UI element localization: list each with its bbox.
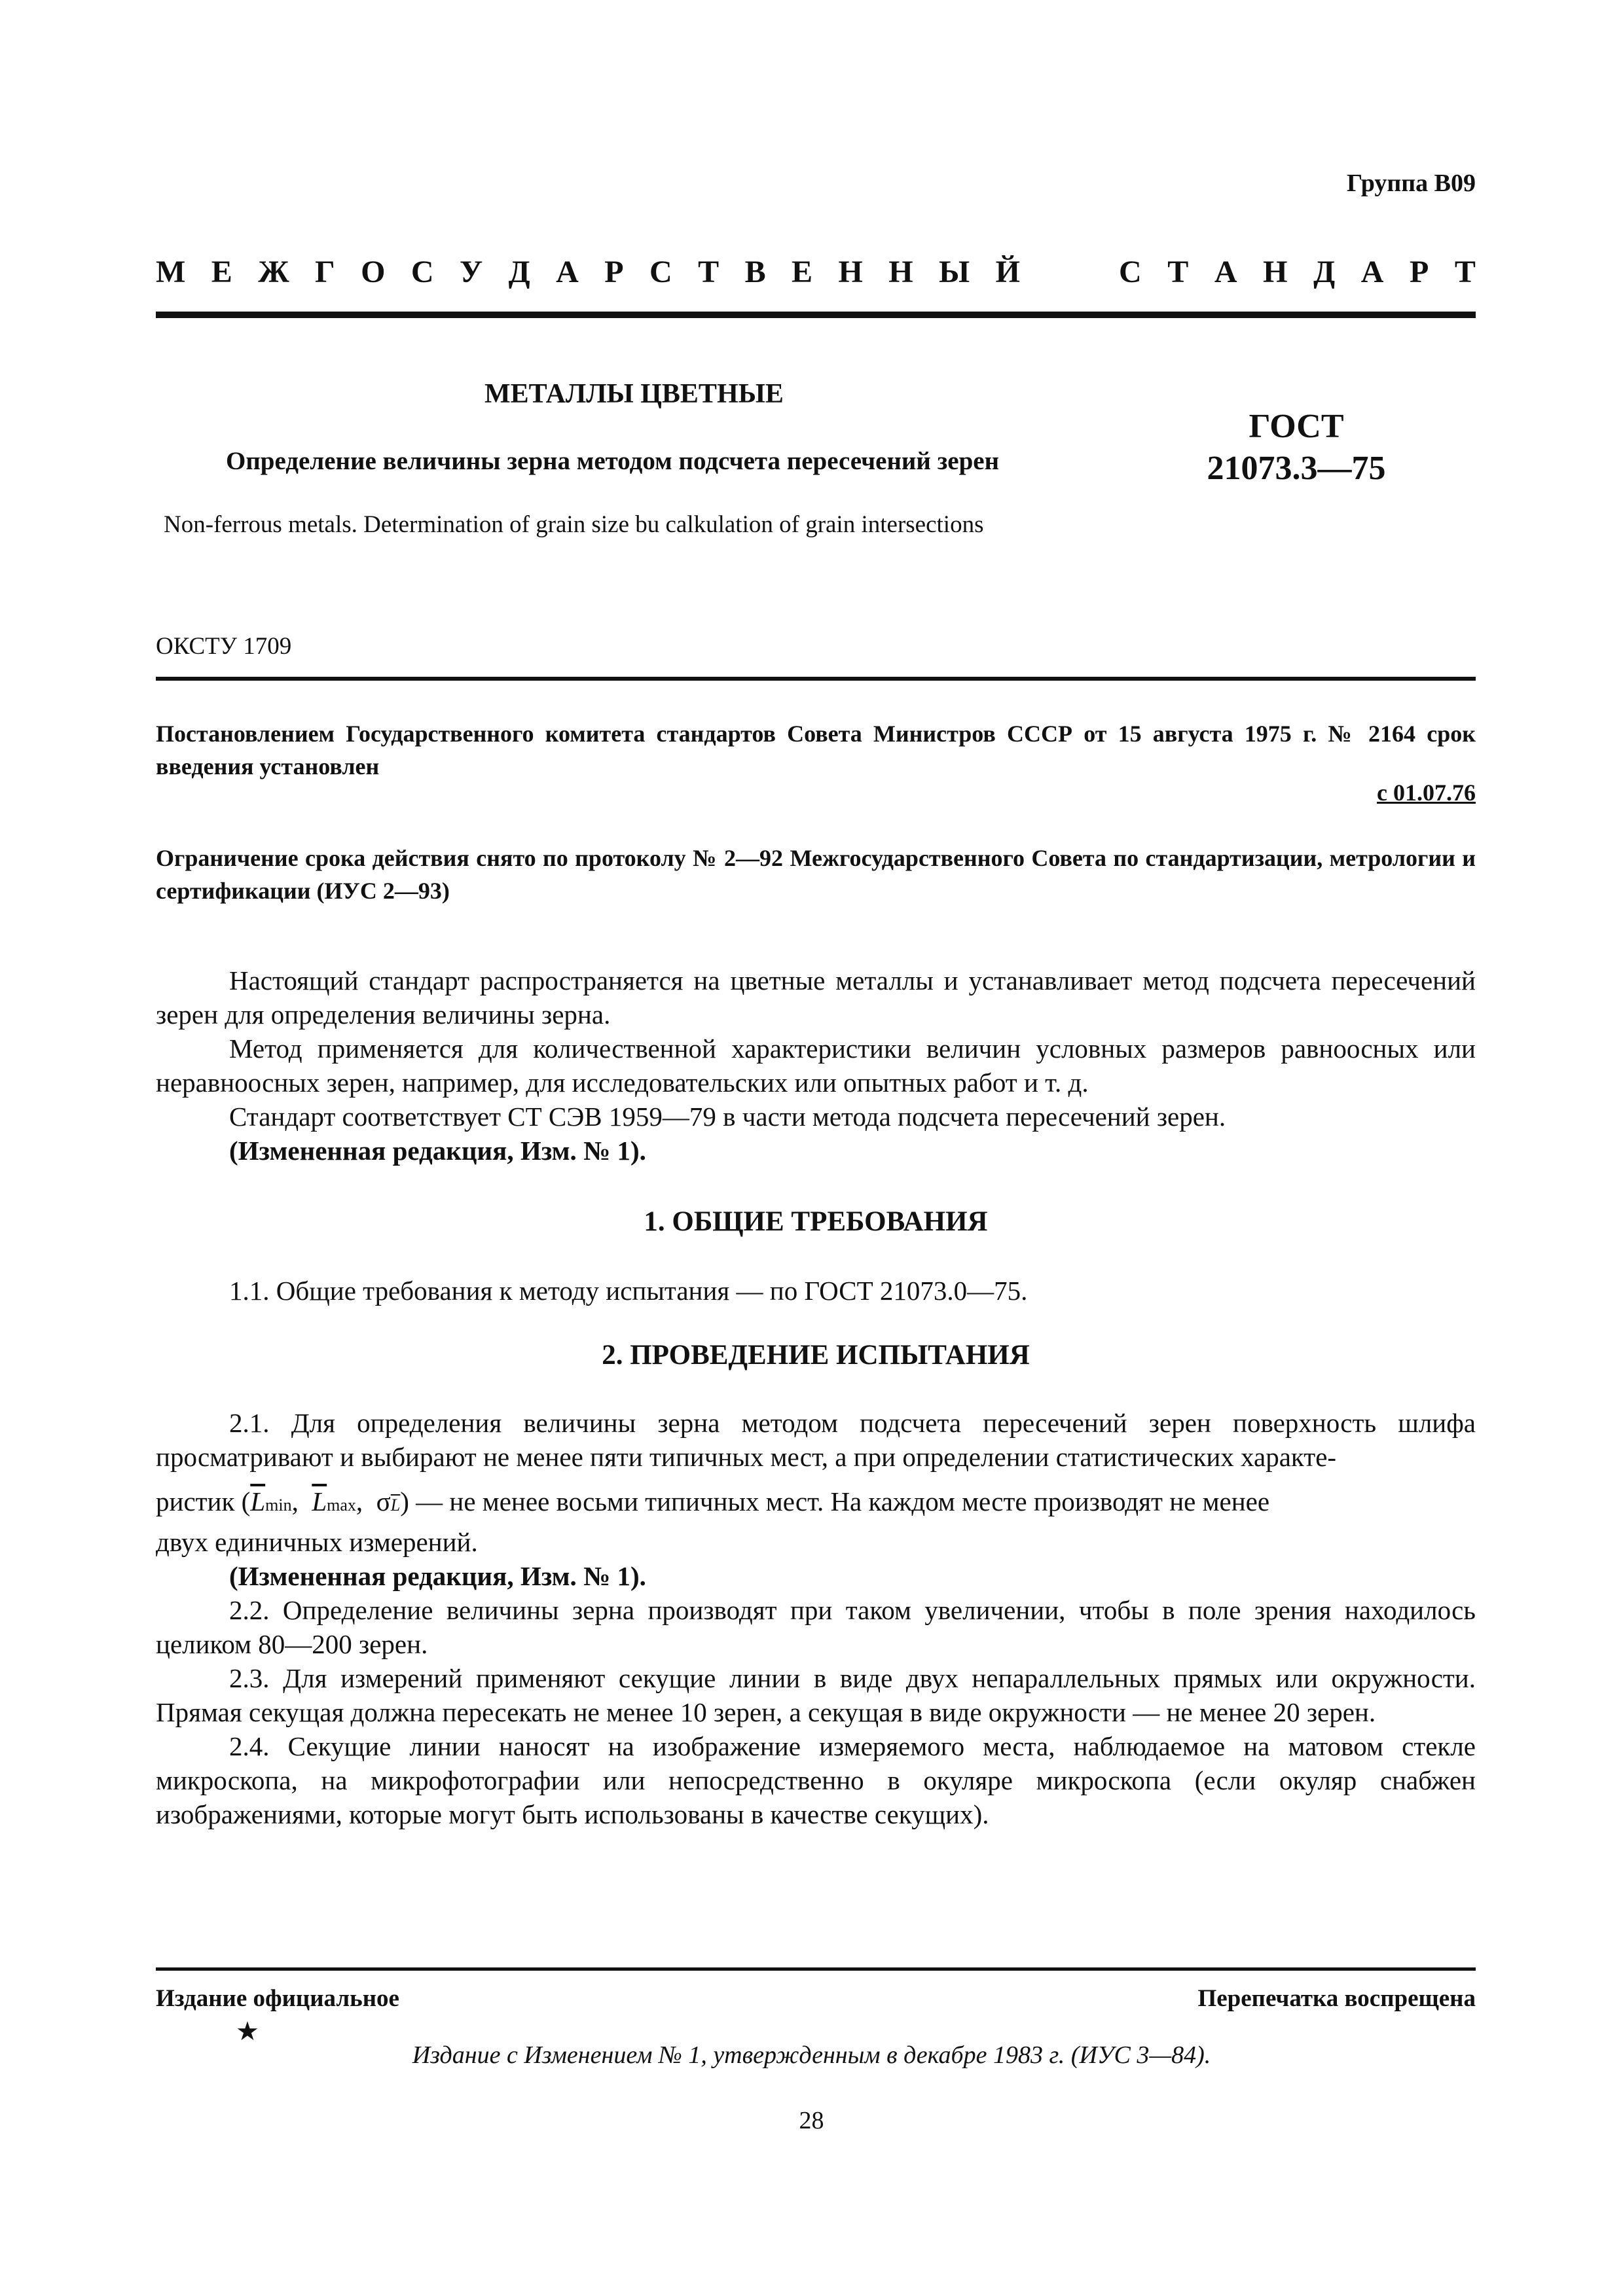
banner-letter: Т: [1167, 255, 1189, 289]
banner-letter: Г: [315, 255, 335, 289]
formula-sigma: σ: [376, 1486, 391, 1516]
banner-letter: Й: [995, 255, 1020, 289]
banner-letter: М: [156, 255, 186, 289]
formula-l-max: $\overline{L}$: [312, 1486, 327, 1516]
banner-letter: Н: [1263, 255, 1288, 289]
banner-letter: Н: [838, 255, 863, 289]
header-rule: [156, 312, 1476, 318]
section-2-heading: 2. ПРОВЕДЕНИЕ ИСПЫТАНИЯ: [602, 1340, 1030, 1371]
reprint-prohibited-label: Перепечатка воспрещена: [1197, 1985, 1476, 2012]
formula-sigma-sub: $\overline{L}$: [390, 1496, 401, 1515]
intro-amendment-note: (Измененная редакция, Изм. № 1).: [229, 1136, 646, 1166]
clause-2-1-amendment: (Измененная редакция, Изм. № 1).: [229, 1561, 646, 1591]
effective-date: с 01.07.76: [1377, 780, 1476, 806]
banner-letter: С: [649, 255, 672, 289]
intro-paragraph-3: Стандарт соответствует СТ СЭВ 1959—79 в части метода подсчета пересечений зерен.: [229, 1102, 1226, 1132]
standard-banner: [156, 254, 1476, 290]
gost-label: ГОСТ: [1249, 408, 1344, 445]
formula-max-sub: max: [327, 1496, 356, 1515]
banner-letter: Р: [1409, 255, 1429, 289]
banner-letter: Е: [211, 255, 232, 289]
decree-text: Постановлением Государственного комитета стандартов Совета Министров СССР от 15 августа 1975 г. № 2164 срок введения установлен: [156, 721, 1476, 780]
banner-letter: Ы: [939, 255, 970, 289]
formula-suffix: ) — не менее восьми типичных мест. На каждом месте производят не менее: [400, 1486, 1270, 1516]
validity-limit-text: Ограничение срока действия снято по протоколу № 2—92 Межгосударственного Совета по стандартизации, метрологии и сертификации (ИУС 2—93): [156, 845, 1476, 904]
banner-letter: А: [556, 255, 579, 289]
doc-title: МЕТАЛЛЫ ЦВЕТНЫЕ: [484, 379, 784, 409]
intro-paragraph-2: Метод применяется для количественной характеристики величин условных размеров равноосных или неравноосных зерен, например, для исследовательских или опытных работ и т. д.: [156, 1033, 1476, 1098]
oksty-code: ОКСТУ 1709: [156, 633, 292, 660]
banner-letter: Р: [604, 255, 624, 289]
oksty-rule: [156, 677, 1476, 681]
intro-paragraph-1: Настоящий стандарт распространяется на цветные металлы и устанавливает метод подсчета пересечений зерен для определения величины зерна.: [156, 965, 1476, 1030]
banner-letter: Е: [792, 255, 813, 289]
formula-min-sub: min: [265, 1496, 292, 1515]
banner-letter: С: [1119, 255, 1142, 289]
clause-1-1: 1.1. Общие требования к методу испытания — по ГОСТ 21073.0—75.: [229, 1276, 1028, 1306]
banner-letter: Т: [698, 255, 720, 289]
clause-2-3: 2.3. Для измерений применяют секущие линии в виде двух непараллельных прямых или окружности. Прямая секущая должна пересекать не менее 10 зерен, а секущая в виде окружности — не менее 20 зерен.: [156, 1663, 1476, 1727]
banner-word-interstate: [156, 254, 1020, 290]
banner-letter: Т: [1454, 255, 1476, 289]
star-icon: ★: [236, 2017, 259, 2046]
edition-note: Издание с Изменением № 1, утвержденным в декабре 1983 г. (ИУС 3—84).: [412, 2041, 1211, 2069]
intro-section: [156, 963, 1476, 1168]
formula-prefix: ристик (: [156, 1486, 251, 1516]
clause-2-4: 2.4. Секущие линии наносят на изображение измеряемого места, наблюдаемое на матовом стекле микроскопа, на микрофотографии или непосредственно в окуляре микроскопа (если окуляр снабжен изображениями, которые могут быть использованы в качестве секущих).: [156, 1731, 1476, 1829]
group-code: Группа В09: [1346, 170, 1476, 197]
banner-letter: А: [1214, 255, 1237, 289]
formula-l-min: $\overline{L}$: [250, 1486, 266, 1516]
section-1-heading: 1. ОБЩИЕ ТРЕБОВАНИЯ: [644, 1206, 988, 1237]
clause-2-1: 2.1. Для определения величины зерна методом подсчета пересечений зерен поверхность шлифа просматривают и выбирают не менее пяти типичных мест, а при определении статистических характе-: [156, 1408, 1476, 1472]
footer-rule: [156, 1967, 1476, 1971]
clause-2-1-formula-line: ристик ( $\overline{L}$ min , $\overline{L}$ max , σ $\overline{L}$ ) — не менее восьми типичных мест. На каждом месте производят не менее: [156, 1484, 1476, 1522]
clause-2-2: 2.2. Определение величины зерна производят при таком увеличении, чтобы в поле зрения находилось целиком 80—200 зерен.: [156, 1595, 1476, 1659]
banner-letter: А: [1360, 255, 1384, 289]
banner-letter: О: [361, 255, 386, 289]
banner-letter: Ж: [258, 255, 289, 289]
gost-number: 21073.3—75: [1207, 450, 1386, 487]
section-2-body: [156, 1406, 1476, 1831]
section-1-body: [156, 1274, 1476, 1308]
banner-letter: У: [459, 255, 483, 289]
official-edition-label: Издание официальное: [156, 1985, 399, 2012]
banner-letter: Д: [508, 255, 530, 289]
doc-english-title: Non-ferrous metals. Determination of grain size bu calkulation of grain intersections: [164, 511, 984, 538]
doc-subtitle: Определение величины зерна методом подсчета пересечений зерен: [226, 447, 1000, 475]
gost-designation: [1178, 406, 1414, 490]
banner-letter: Д: [1313, 255, 1336, 289]
banner-word-standard: [1119, 254, 1476, 290]
banner-letter: Н: [888, 255, 913, 289]
clause-2-1-tail: двух единичных измерений.: [156, 1527, 478, 1557]
page-number: 28: [799, 2107, 824, 2134]
banner-letter: В: [744, 255, 766, 289]
banner-letter: С: [410, 255, 434, 289]
